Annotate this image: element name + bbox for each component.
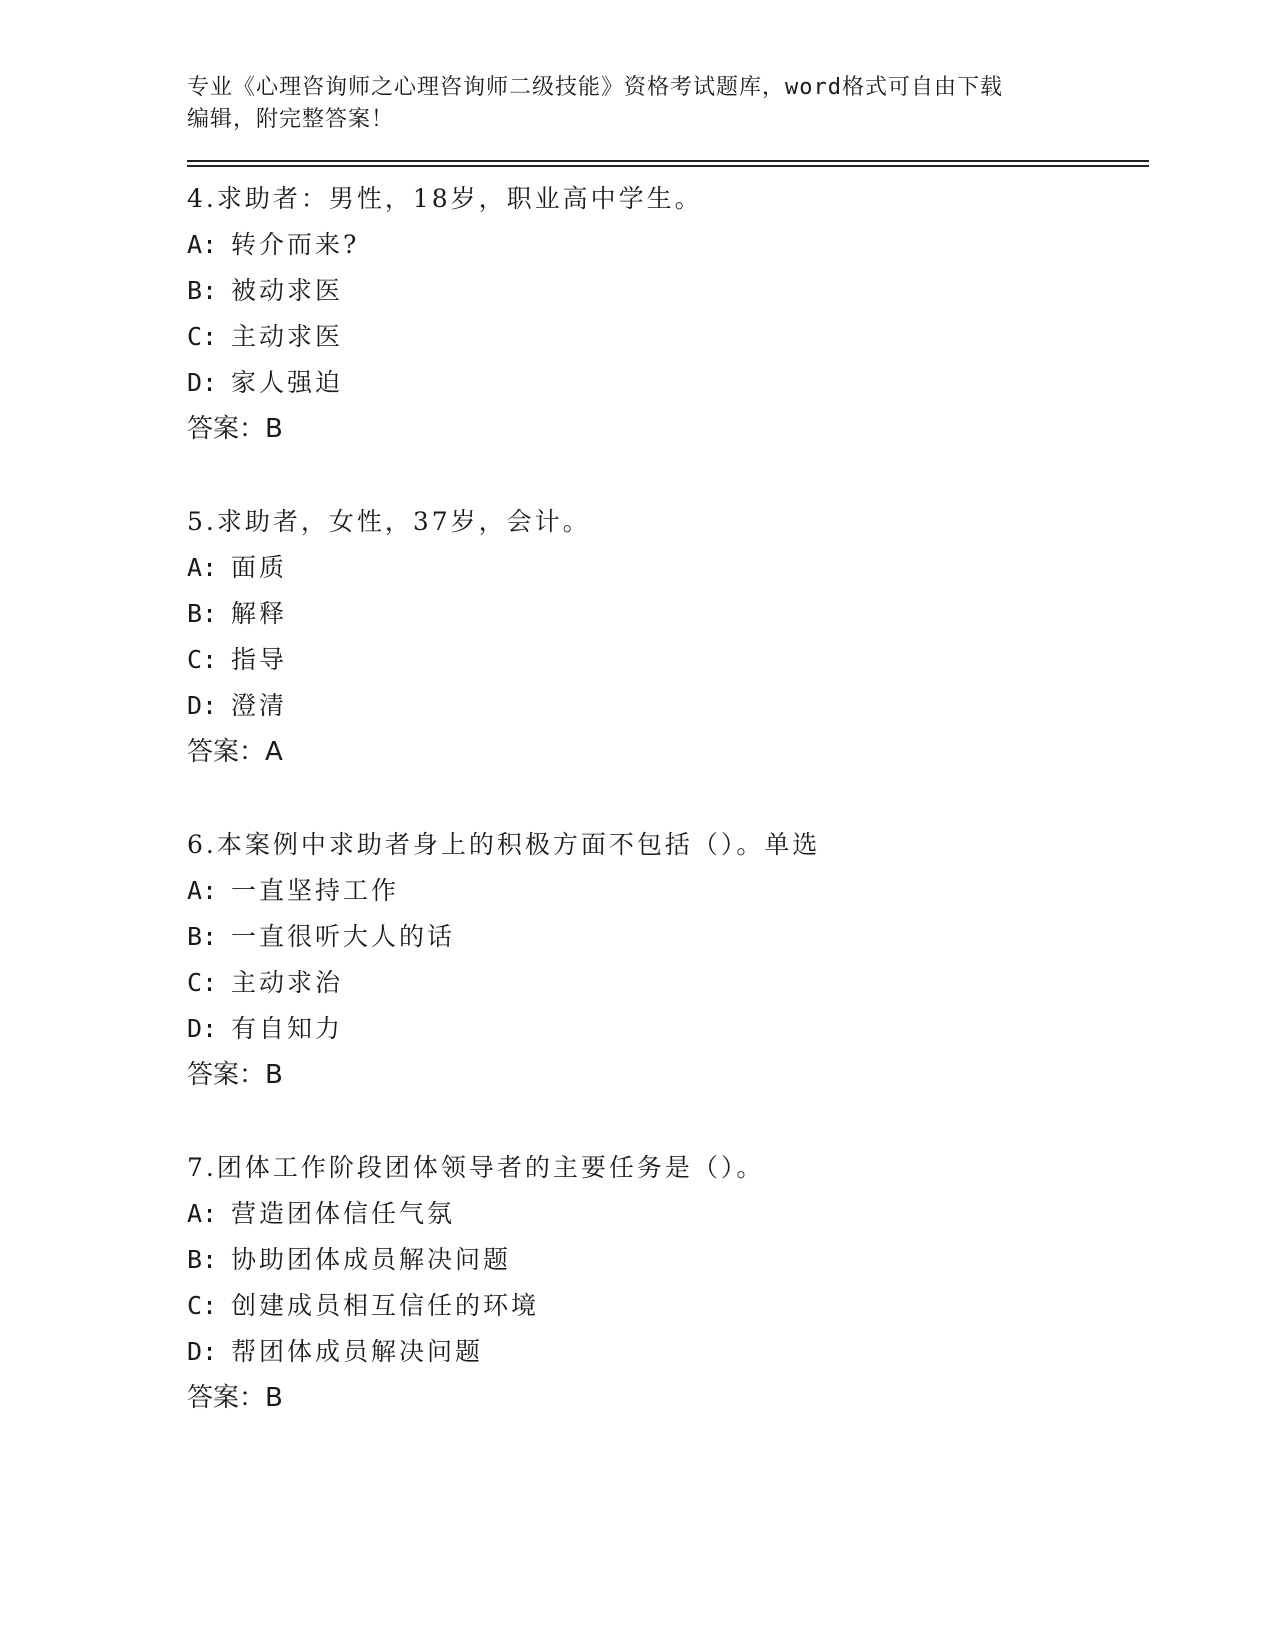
option-a xyxy=(187,1191,1147,1237)
option-d xyxy=(187,683,1147,729)
option-key: B: xyxy=(187,276,218,305)
option-key: A: xyxy=(187,876,218,905)
option-key: B: xyxy=(187,599,218,628)
question-list xyxy=(187,176,1147,1421)
option-text: 营造团体信任气氛 xyxy=(231,1199,456,1228)
question-item xyxy=(187,822,1147,1098)
option-key: B: xyxy=(187,922,218,951)
option-text: 被动求医 xyxy=(231,276,344,305)
answer-line: 答案：A xyxy=(187,737,283,767)
option-text: 面质 xyxy=(231,553,288,582)
option-key: D: xyxy=(187,1014,218,1043)
option-a xyxy=(187,222,1147,268)
option-key: D: xyxy=(187,691,218,720)
option-key: C: xyxy=(187,645,218,674)
document-page xyxy=(187,72,1147,1468)
option-key: C: xyxy=(187,1291,218,1320)
header-line-1: 专业《心理咨询师之心理咨询师二级技能》资格考试题库，word格式可自由下载 xyxy=(187,75,1003,100)
option-b xyxy=(187,591,1147,637)
option-text: 创建成员相互信任的环境 xyxy=(231,1291,540,1320)
option-b xyxy=(187,914,1147,960)
option-key: B: xyxy=(187,1245,218,1274)
option-text: 主动求医 xyxy=(231,322,344,351)
option-text: 一直坚持工作 xyxy=(231,876,400,905)
option-c xyxy=(187,637,1147,683)
option-b xyxy=(187,1237,1147,1283)
option-key: A: xyxy=(187,1199,218,1228)
option-text: 指导 xyxy=(231,645,288,674)
option-text: 主动求治 xyxy=(231,968,344,997)
option-d xyxy=(187,1329,1147,1375)
option-text: 有自知力 xyxy=(231,1014,344,1043)
option-text: 协助团体成员解决问题 xyxy=(231,1245,512,1274)
question-stem: 6.本案例中求助者身上的积极方面不包括（）。单选 xyxy=(187,830,821,859)
option-a xyxy=(187,868,1147,914)
option-key: C: xyxy=(187,322,218,351)
option-a xyxy=(187,545,1147,591)
option-text: 转介而来? xyxy=(231,230,360,259)
option-d xyxy=(187,1006,1147,1052)
divider-line-bottom xyxy=(187,165,1149,167)
question-stem: 7.团体工作阶段团体领导者的主要任务是（）。 xyxy=(187,1153,765,1182)
option-c xyxy=(187,960,1147,1006)
question-item xyxy=(187,499,1147,775)
option-c xyxy=(187,314,1147,360)
question-item xyxy=(187,1145,1147,1421)
option-key: D: xyxy=(187,1337,218,1366)
document-header xyxy=(187,72,1147,136)
answer-line: 答案：B xyxy=(187,1060,283,1090)
option-key: D: xyxy=(187,368,218,397)
header-line-2: 编辑，附完整答案！ xyxy=(187,107,395,132)
option-text: 澄清 xyxy=(231,691,288,720)
option-key: A: xyxy=(187,230,218,259)
header-divider xyxy=(187,160,1149,167)
option-key: A: xyxy=(187,553,218,582)
divider-line-top xyxy=(187,160,1149,162)
option-text: 解释 xyxy=(231,599,288,628)
question-stem: 4.求助者：男性，18岁，职业高中学生。 xyxy=(187,184,703,213)
option-text: 家人强迫 xyxy=(231,368,344,397)
option-b xyxy=(187,268,1147,314)
answer-line: 答案：B xyxy=(187,414,283,444)
question-item xyxy=(187,176,1147,452)
option-key: C: xyxy=(187,968,218,997)
answer-line: 答案：B xyxy=(187,1383,283,1413)
option-d xyxy=(187,360,1147,406)
option-text: 帮团体成员解决问题 xyxy=(231,1337,484,1366)
option-text: 一直很听大人的话 xyxy=(231,922,456,951)
option-c xyxy=(187,1283,1147,1329)
question-stem: 5.求助者，女性，37岁，会计。 xyxy=(187,507,591,536)
